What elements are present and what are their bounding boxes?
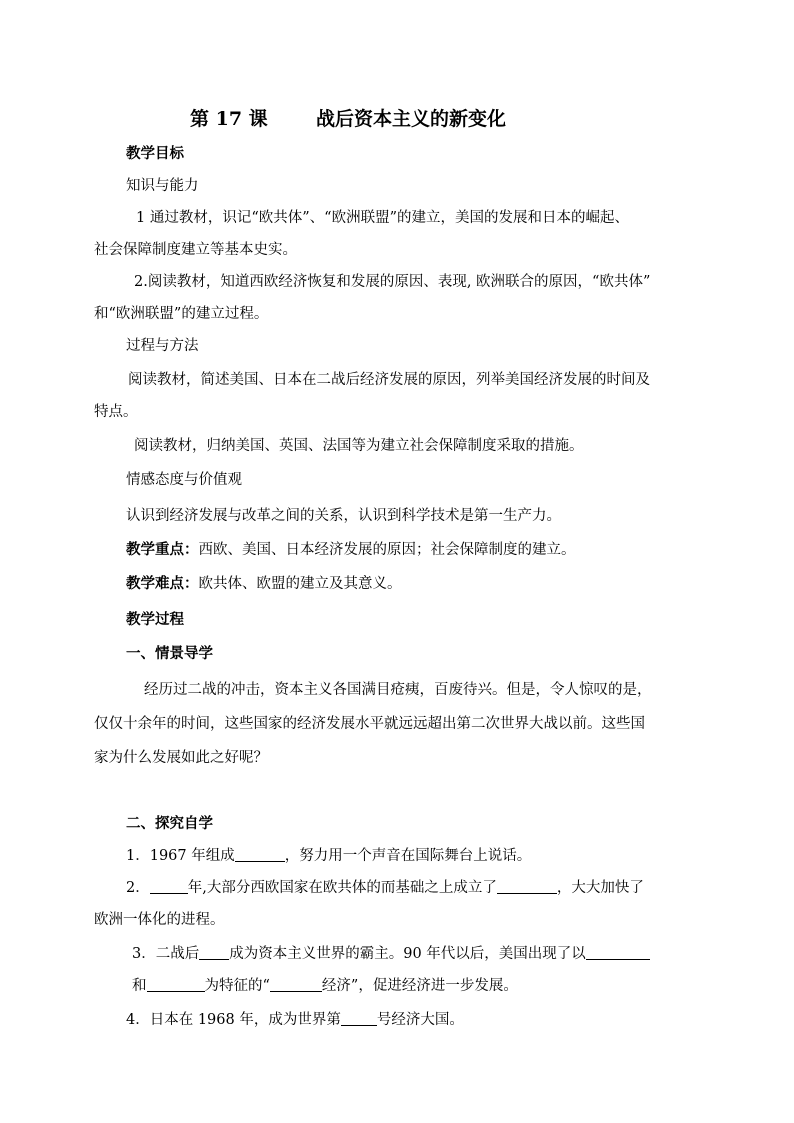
question-2-text-c: ，大大加快了 — [556, 880, 644, 896]
section-1-line-3: 家为什么发展如此之好呢？ — [94, 750, 268, 766]
knowledge-item-1-line-1: 1 通过教材，识记“欧共体”、“欧洲联盟”的建立，美国的发展和日本的崛起、 — [136, 210, 629, 226]
knowledge-heading: 知识与能力 — [126, 178, 199, 194]
blank-field[interactable] — [270, 977, 322, 992]
difficult-points-label: 教学难点： — [126, 575, 199, 592]
blank-field[interactable] — [150, 879, 188, 894]
difficult-points-text: 欧共体、欧盟的建立及其意义。 — [198, 576, 402, 592]
objectives-heading: 教学目标 — [126, 145, 184, 162]
question-2-text-b: 年,大部分西欧国家在欧共体的而基础之上成立了 — [187, 880, 497, 896]
lesson-number: 第 17 课 — [190, 108, 268, 130]
question-4-text-b: 号经济大国。 — [376, 1012, 464, 1028]
key-points-label: 教学重点： — [126, 541, 199, 558]
question-3-line-2 — [132, 976, 518, 996]
section-1-line-1: 经历过二战的冲击，资本主义各国满目疮痍，百废待兴。但是，令人惊叹的是， — [144, 682, 652, 698]
teaching-process-heading: 教学过程 — [126, 611, 184, 628]
question-3-line-1 — [132, 944, 650, 964]
blank-field[interactable] — [235, 847, 285, 862]
question-4-text-a: 4．日本在 1968 年，成为世界第 — [126, 1012, 341, 1028]
blank-field[interactable] — [341, 1011, 377, 1026]
process-item-1-line-1: 阅读教材，简述美国、日本在二战后经济发展的原因，列举美国经济发展的时间及 — [128, 372, 650, 388]
question-4 — [126, 1010, 464, 1030]
question-1 — [126, 846, 531, 866]
emotion-item-1: 认识到经济发展与改革之间的关系，认识到科学技术是第一生产力。 — [126, 508, 561, 524]
blank-field[interactable] — [497, 879, 557, 894]
lesson-title: 战后资本主义的新变化 — [316, 108, 507, 130]
key-points — [126, 540, 576, 560]
process-method-heading: 过程与方法 — [126, 338, 199, 354]
question-2-line-2: 欧洲一体化的进程。 — [94, 912, 225, 928]
question-3-text-e: 经济”，促进经济进一步发展。 — [321, 978, 518, 994]
key-points-text: 西欧、美国、日本经济发展的原因；社会保障制度的建立。 — [198, 542, 576, 558]
question-3-text-a: 3．二战后 — [132, 946, 200, 962]
blank-field[interactable] — [147, 977, 205, 992]
emotion-heading: 情感态度与价值观 — [126, 472, 242, 488]
question-1-text-a: 1．1967 年组成 — [126, 848, 235, 864]
section-1-line-2: 仅仅十余年的时间，这些国家的经济发展水平就远远超出第二次世界大战以前。这些国 — [94, 716, 645, 732]
question-1-text-b: ，努力用一个声音在国际舞台上说话。 — [284, 848, 532, 864]
process-item-2: 阅读教材，归纳美国、英国、法国等为建立社会保障制度采取的措施。 — [134, 438, 584, 454]
section-2-heading: 二、探究自学 — [126, 815, 213, 832]
question-3-text-c: 和 — [132, 978, 147, 994]
question-2-line-1 — [126, 878, 644, 898]
question-2-text-a: 2． — [126, 880, 150, 896]
knowledge-item-2-line-2: 和“欧洲联盟”的建立过程。 — [94, 306, 269, 322]
blank-field[interactable] — [586, 945, 650, 960]
question-3-text-b: 成为资本主义世界的霸主。90 年代以后，美国出现了以 — [229, 946, 586, 962]
difficult-points — [126, 574, 402, 594]
question-3-text-d: 为特征的“ — [204, 978, 270, 994]
knowledge-item-1-line-2: 社会保障制度建立等基本史实。 — [94, 242, 297, 258]
knowledge-item-2-line-1: 2.阅读教材，知道西欧经济恢复和发展的原因、表现, 欧洲联合的原因，“欧共体” — [134, 274, 651, 290]
process-item-1-line-2: 特点。 — [94, 404, 138, 420]
section-1-heading: 一、情景导学 — [126, 645, 213, 662]
blank-field[interactable] — [199, 945, 229, 960]
